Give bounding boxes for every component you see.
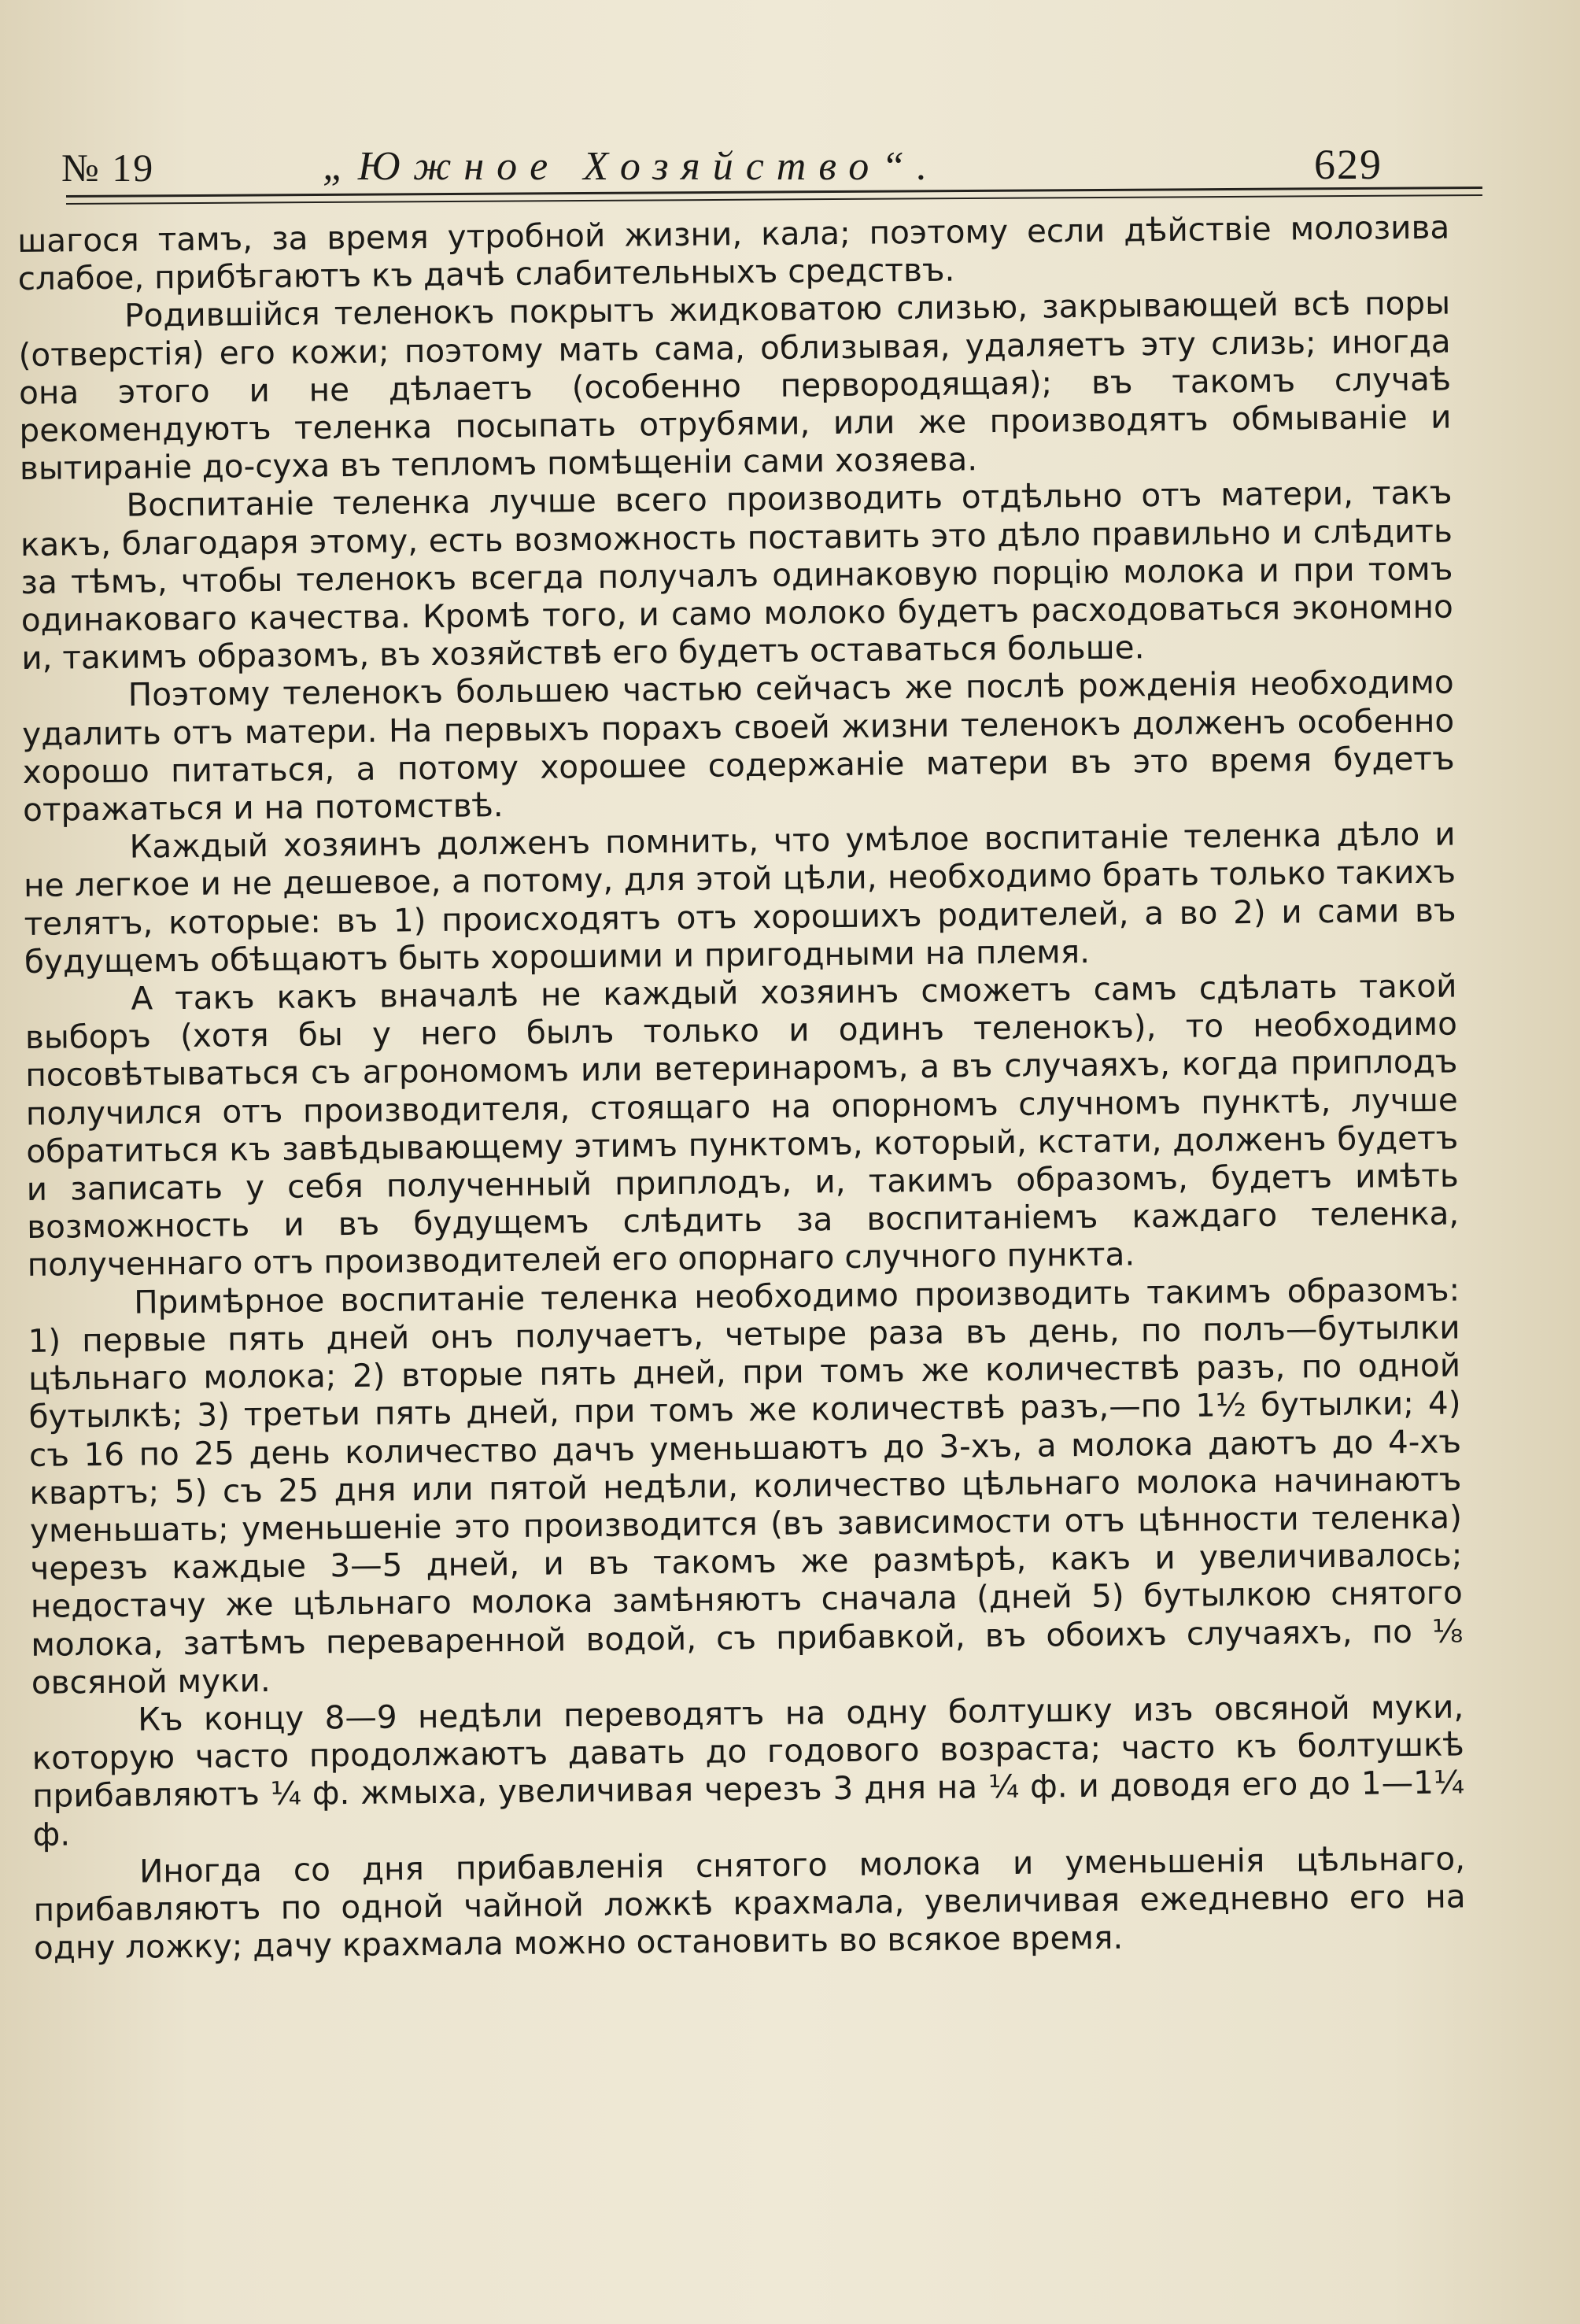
- journal-title: „Южное Хозяйство“.: [323, 144, 940, 189]
- article-body: [17, 209, 1466, 1967]
- issue-number: № 19: [61, 146, 155, 190]
- paragraph: А такъ какъ вначалѣ не каждый хозяинъ сможетъ самъ сдѣлать такой выборъ (хотя бы у него былъ только и одинъ теленокъ), то необходимо посовѣтываться съ агрономомъ или ветеринаромъ, а въ случаяхъ, когда приплодъ получился отъ производителя, стоящаго на опорномъ случномъ пунктѣ, лучше обратиться къ завѣдывающему этимъ пунктомъ, который, кстати, долженъ будетъ и записать у себя полученный приплодъ, и, такимъ образомъ, будетъ имѣть возможность и въ будущемъ слѣдить за воспитаніемъ каждаго теленка, полученнаго отъ производителей его опорнаго случного пункта.: [24, 966, 1460, 1284]
- paragraph-continuation: шагося тамъ, за время утробной жизни, кала; поэтому если дѣйствіе молозива слабое, прибѣгаютъ къ дачѣ слабительныхъ средствъ.: [17, 208, 1450, 298]
- page-number: 629: [1314, 141, 1382, 188]
- paragraph: Воспитаніе теленка лучше всего производить отдѣльно отъ матери, такъ какъ, благодаря этому, есть возможность поставить это дѣло правильно и слѣдить за тѣмъ, чтобы теленокъ всегда получалъ одинаковую порцію молока и при томъ одинаковаго качества. Кромѣ того, и само молоко будетъ расходоваться экономно и, такимъ образомъ, въ хозяйствѣ его будетъ оставаться больше.: [20, 473, 1454, 678]
- paragraph: Примѣрное воспитаніе теленка необходимо производить такимъ образомъ: 1) первые пять дней онъ получаетъ, четыре раза въ день, по полъ—бутылки цѣльнаго молока; 2) вторые пять дней, при томъ же количествѣ разъ, по одной бутылкѣ; 3) третьи пять дней, при томъ же количествѣ разъ,—по 1½ бутылки; 4) съ 16 по 25 день количество дачъ уменьшаютъ до 3-хъ, а молока даютъ до 4-хъ квартъ; 5) съ 25 дня или пятой недѣли, количество цѣльнаго молока начинаютъ уменьшать; уменьшеніе это производится (въ зависимости отъ цѣнности теленка) черезъ каждые 3—5 дней, и въ такомъ же размѣрѣ, какъ и увеличивалось; недостачу же цѣльнаго молока замѣняютъ сначала (дней 5) бутылкою снятого молока, затѣмъ переваренной водой, съ прибавкой, въ обоихъ случаяхъ, по ⅛ овсяной муки.: [28, 1270, 1464, 1701]
- paragraph: Родившійся теленокъ покрытъ жидковатою слизью, закрывающей всѣ поры (отверстія) его кожи; поэтому мать сама, облизывая, удаляетъ эту слизь; иногда она этого и не дѣлаетъ (особенно первородящая); въ такомъ случаѣ рекомендуютъ теленка посыпать отрубями, или же производятъ обмываніе и вытираніе до-суха въ тепломъ помѣщеніи сами хозяева.: [18, 283, 1452, 488]
- paragraph: Иногда со дня прибавленія снятого молока и уменьшенія цѣльнаго, прибавляютъ по одной чайной ложкѣ крахмала, увеличивая ежедневно его на одну ложку; дачу крахмала можно остановить во всякое время.: [33, 1839, 1466, 1967]
- paragraph: Къ концу 8—9 недѣли переводятъ на одну болтушку изъ овсяной муки, которую часто продолжаютъ давать до годового возраста; часто къ болтушкѣ прибавляютъ ¼ ф. жмыха, увеличивая черезъ 3 дня на ¼ ф. и доводя его до 1—1¼ ф.: [31, 1687, 1465, 1853]
- paragraph: Поэтому теленокъ большею частью сейчасъ же послѣ рожденія необходимо удалить отъ матери. На первыхъ порахъ своей жизни теленокъ долженъ особенно хорошо питаться, а потому хорошее содержаніе матери въ это время будетъ отражаться и на потомствѣ.: [22, 663, 1455, 829]
- page-header: [55, 140, 1448, 195]
- paragraph: Каждый хозяинъ долженъ помнить, что умѣлое воспитаніе теленка дѣло и не легкое и не дешевое, а потому, для этой цѣли, необходимо брать только такихъ телятъ, которые: въ 1) происходятъ отъ хорошихъ родителей, а во 2) и сами въ будущемъ обѣщаютъ быть хорошими и пригодными на племя.: [23, 815, 1456, 981]
